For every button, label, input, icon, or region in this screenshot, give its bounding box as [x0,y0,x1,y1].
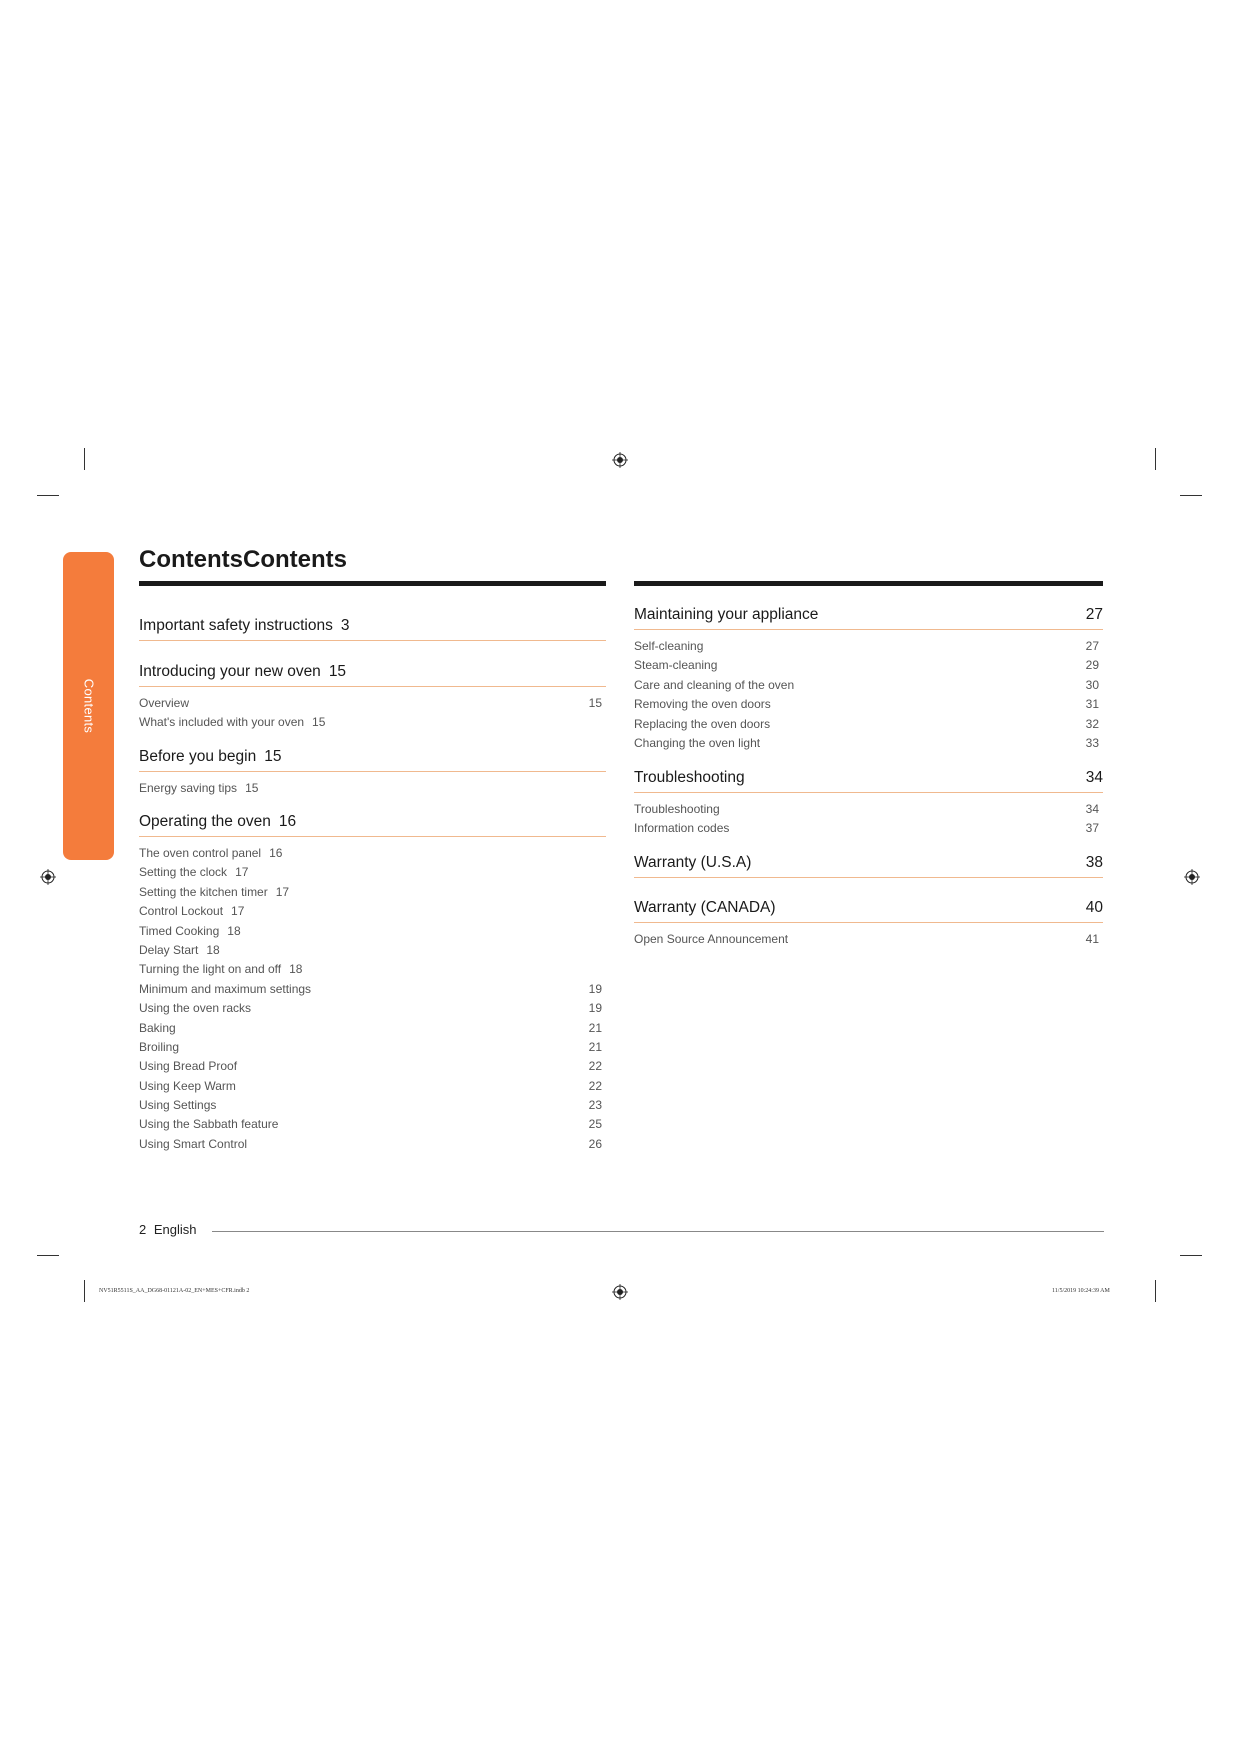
toc-entry-label: The oven control panel [139,846,262,860]
toc-entry-page: 30 [1085,677,1099,692]
toc-entry[interactable] [139,941,606,960]
toc-entry-page: 15 [588,696,602,710]
toc-entry[interactable] [634,734,1103,753]
toc-entry[interactable] [139,1135,606,1154]
left-title-rule [139,581,606,586]
toc-entry-page: 33 [1085,735,1099,750]
toc-section-heading[interactable] [139,617,606,641]
toc-entry-page: 19 [588,981,602,996]
toc-entry-page: 23 [588,1098,602,1113]
toc-entry-label: Control Lockout [139,904,224,919]
toc-heading-page: 27 [1085,606,1103,623]
toc-entry[interactable] [634,819,1103,838]
toc-section [139,748,606,798]
toc-heading-label: Troubleshooting [634,769,745,786]
toc-entry-page: 26 [588,1136,602,1151]
toc-entry-label: Delay Start [139,942,199,957]
toc-heading-page: 40 [1085,899,1103,916]
page-footer [139,1222,197,1237]
toc-entry-label: Timed Cooking [139,923,220,938]
toc-entry-label: Using Smart Control [139,1136,248,1151]
toc-entry-page: 32 [1085,716,1099,731]
toc-entry[interactable] [634,637,1103,656]
toc-entry[interactable] [634,656,1103,675]
toc-entry-label: Baking [139,1020,176,1035]
toc-entry-page: 17 [275,884,290,899]
toc-entry-label: Overview [139,696,190,710]
toc-entry-label: Minimum and maximum settings [139,981,312,996]
toc-heading-label: Warranty (U.S.A) [634,854,752,871]
toc-entry[interactable] [634,676,1103,695]
registration-mark-icon [40,869,56,885]
toc-entry[interactable] [139,1077,606,1096]
toc-heading-page: 34 [1085,769,1103,786]
crop-mark [1180,1255,1202,1256]
toc-section [634,854,1103,878]
toc-entry-page: 18 [289,962,303,977]
toc-entry[interactable] [139,1057,606,1076]
toc-entry-page: 19 [588,1001,602,1016]
toc-heading-label: Before you begin [139,748,257,765]
toc-heading-label: Introducing your new oven [139,663,321,680]
toc-section [139,663,606,733]
toc-entry[interactable] [139,779,606,798]
toc-entry-page: 29 [1085,658,1099,673]
toc-entry-label: Broiling [139,1039,180,1054]
toc-entry[interactable] [139,863,606,882]
toc-entry-label: Open Source Announcement [634,932,789,946]
toc-entry-label: Information codes [634,821,730,836]
toc-entry-page: 18 [227,923,241,938]
toc-entry[interactable] [139,1096,606,1115]
print-slug-right: 11/5/2019 10:24:39 AM [1052,1288,1110,1294]
side-tab-label: Contents [81,678,96,734]
crop-mark [1155,1280,1156,1302]
toc-entry-label: Changing the oven light [634,735,761,750]
toc-entry-label: Using the Sabbath feature [139,1117,279,1132]
toc-entry[interactable] [139,844,606,863]
toc-entry[interactable] [634,695,1103,714]
toc-entry[interactable] [139,902,606,921]
toc-heading-page: 15 [328,663,347,680]
toc-entry[interactable] [634,715,1103,734]
toc-section-heading[interactable] [634,854,1103,878]
toc-heading-label: Operating the oven [139,813,271,830]
toc-entry[interactable] [634,800,1103,819]
toc-entry[interactable] [139,1038,606,1057]
toc-section [634,899,1103,949]
toc-section-heading[interactable] [139,663,606,687]
crop-mark [84,1280,85,1302]
toc-section [634,769,1103,839]
toc-heading-page: 38 [1085,854,1103,871]
registration-mark-icon [612,1284,628,1300]
toc-heading-page: 15 [264,748,282,765]
toc-heading-label: Maintaining your appliance [634,606,819,623]
toc-section-heading[interactable] [634,769,1103,793]
toc-entry-page: 27 [1085,639,1099,653]
toc-section [634,606,1103,753]
toc-heading-page: 3 [340,617,350,634]
toc-entry-page: 16 [269,846,283,860]
page-language: English [153,1222,197,1237]
toc-entry-label: Using Settings [139,1098,217,1113]
toc-entry[interactable] [139,1115,606,1134]
toc-entry-page: 17 [235,865,249,880]
crop-mark [37,495,59,496]
toc-entry-page: 15 [312,715,326,730]
toc-section-heading[interactable] [634,606,1103,630]
toc-entry-label: Self-cleaning [634,639,704,653]
toc-section-heading[interactable] [139,748,606,772]
toc-entry-page: 34 [1085,802,1099,816]
toc-entry-page: 25 [588,1117,602,1132]
toc-entry-label: Setting the kitchen timer [139,884,268,899]
toc-entry-page: 18 [206,942,220,957]
toc-entry[interactable] [139,883,606,902]
toc-entry-page: 37 [1085,821,1099,836]
toc-entry-page: 41 [1085,932,1099,946]
crop-mark [84,448,85,470]
toc-section-heading[interactable] [139,813,606,837]
toc-entry-label: Using the oven racks [139,1001,252,1016]
toc-entry-page: 21 [588,1020,602,1035]
toc-entry[interactable] [139,960,606,979]
toc-entry[interactable] [634,930,1103,949]
toc-section-heading[interactable] [634,899,1103,923]
toc-heading-page: 16 [278,813,297,830]
page-number: 2 [139,1222,147,1237]
toc-entry-label: Replacing the oven doors [634,716,771,731]
toc-entry-label: Using Keep Warm [139,1078,236,1093]
toc-entry-label: Removing the oven doors [634,697,771,712]
crop-mark [1180,495,1202,496]
toc-entry-page: 22 [588,1078,602,1093]
toc-entry[interactable] [139,980,606,999]
toc-heading-label: Warranty (CANADA) [634,899,776,916]
toc-entry[interactable] [139,694,606,713]
crop-mark [1155,448,1156,470]
registration-mark-icon [1184,869,1200,885]
toc-entry-page: 22 [588,1059,602,1074]
registration-mark-icon [612,452,628,468]
toc-entry-page: 21 [588,1039,602,1054]
toc-entry[interactable] [139,999,606,1018]
toc-entry-label: Care and cleaning of the oven [634,677,795,692]
toc-entry[interactable] [139,922,606,941]
footer-rule [212,1231,1104,1232]
toc-entry[interactable] [139,713,606,732]
right-title-rule [634,581,1103,586]
toc-entry-page: 17 [231,904,245,919]
toc-entry-page: 31 [1085,697,1099,712]
toc-entry-label: Steam-cleaning [634,658,718,673]
toc-entry-label: Using Bread Proof [139,1059,238,1074]
toc-entry-label: Setting the clock [139,865,228,880]
toc-entry-page: 15 [245,781,259,795]
toc-entry-label: What's included with your oven [139,715,305,730]
toc-heading-label: Important safety instructions [139,617,333,634]
print-slug-left: NV51R5511S_AA_DG68-01121A-02_EN+MES+CFR.indb 2 [99,1288,250,1294]
contents-side-tab[interactable] [63,552,114,860]
crop-mark [37,1255,59,1256]
toc-entry-label: Troubleshooting [634,802,720,816]
toc-section [139,813,606,1154]
toc-entry-label: Energy saving tips [139,781,238,795]
toc-entry[interactable] [139,1019,606,1038]
page-title: ContentsContents [139,546,347,573]
toc-entry-label: Turning the light on and off [139,962,282,977]
toc-section [139,617,606,641]
